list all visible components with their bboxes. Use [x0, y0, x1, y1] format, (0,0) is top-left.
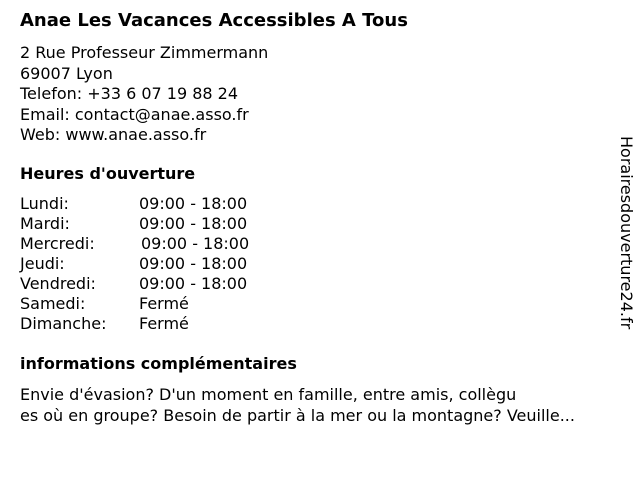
info-line: es où en groupe? Besoin de partir à la mer ou la montagne? Veuille...	[20, 406, 575, 425]
time-value: 09:00 - 18:00	[139, 254, 248, 273]
time-value: 09:00 - 18:00	[139, 214, 248, 233]
info-description	[20, 384, 630, 426]
time-value: Fermé	[139, 294, 189, 313]
site-watermark: Horairesdouverture24.fr	[617, 136, 636, 330]
day-label: Samedi:	[20, 294, 86, 313]
contact-block	[20, 43, 268, 146]
hours-heading: Heures d'ouverture	[20, 164, 196, 183]
day-label: Dimanche:	[20, 314, 107, 333]
time-value: 09:00 - 18:00	[141, 234, 250, 253]
business-name: Anae Les Vacances Accessibles A Tous	[20, 10, 408, 31]
time-value: 09:00 - 18:00	[139, 194, 248, 213]
day-label: Vendredi:	[20, 274, 96, 293]
day-label: Mercredi:	[20, 234, 95, 253]
address-street: 2 Rue Professeur Zimmermann	[20, 43, 269, 62]
time-value: Fermé	[139, 314, 189, 333]
web-line[interactable]: Web: www.anae.asso.fr	[20, 125, 207, 144]
email-line[interactable]: Email: contact@anae.asso.fr	[20, 104, 249, 124]
address-city: 69007 Lyon	[20, 63, 113, 83]
time-value: 09:00 - 18:00	[139, 274, 248, 293]
day-label: Mardi:	[20, 214, 70, 233]
info-heading: informations complémentaires	[20, 354, 297, 373]
day-label: Lundi:	[20, 194, 69, 213]
info-line: Envie d'évasion? D'un moment en famille, entre amis, collègu	[20, 385, 517, 404]
day-label: Jeudi:	[20, 254, 65, 273]
phone-line[interactable]: Telefon: +33 6 07 19 88 24	[20, 84, 239, 103]
